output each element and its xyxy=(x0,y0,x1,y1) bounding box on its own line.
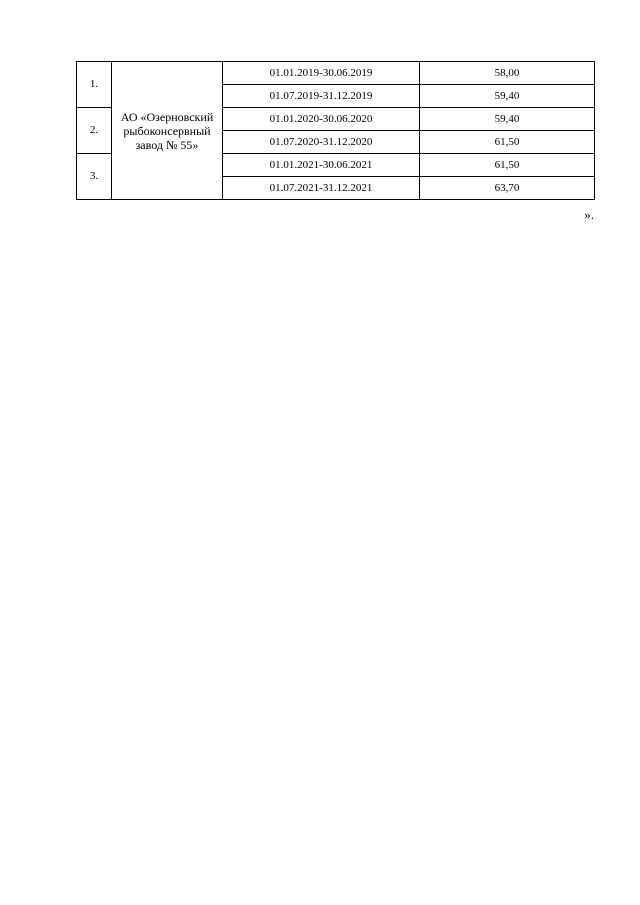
organization-cell: АО «Озерновский рыбоконсервный завод № 55» xyxy=(112,62,223,200)
tariff-value-cell: 61,50 xyxy=(420,131,595,154)
period-cell: 01.07.2019-31.12.2019 xyxy=(223,85,420,108)
tariff-table xyxy=(76,61,595,200)
tariff-value-cell: 58,00 xyxy=(420,62,595,85)
tariff-value-cell: 59,40 xyxy=(420,108,595,131)
period-cell: 01.01.2020-30.06.2020 xyxy=(223,108,420,131)
row-number-cell: 2. xyxy=(77,108,112,154)
closing-quote: ». xyxy=(584,207,594,222)
tariff-value-cell: 61,50 xyxy=(420,154,595,177)
period-cell: 01.01.2021-30.06.2021 xyxy=(223,154,420,177)
row-number-cell: 3. xyxy=(77,154,112,200)
period-cell: 01.07.2021-31.12.2021 xyxy=(223,177,420,200)
tariff-value-cell: 59,40 xyxy=(420,85,595,108)
tariff-value-cell: 63,70 xyxy=(420,177,595,200)
period-cell: 01.07.2020-31.12.2020 xyxy=(223,131,420,154)
table-row xyxy=(77,62,595,85)
period-cell: 01.01.2019-30.06.2019 xyxy=(223,62,420,85)
row-number-cell: 1. xyxy=(77,62,112,108)
